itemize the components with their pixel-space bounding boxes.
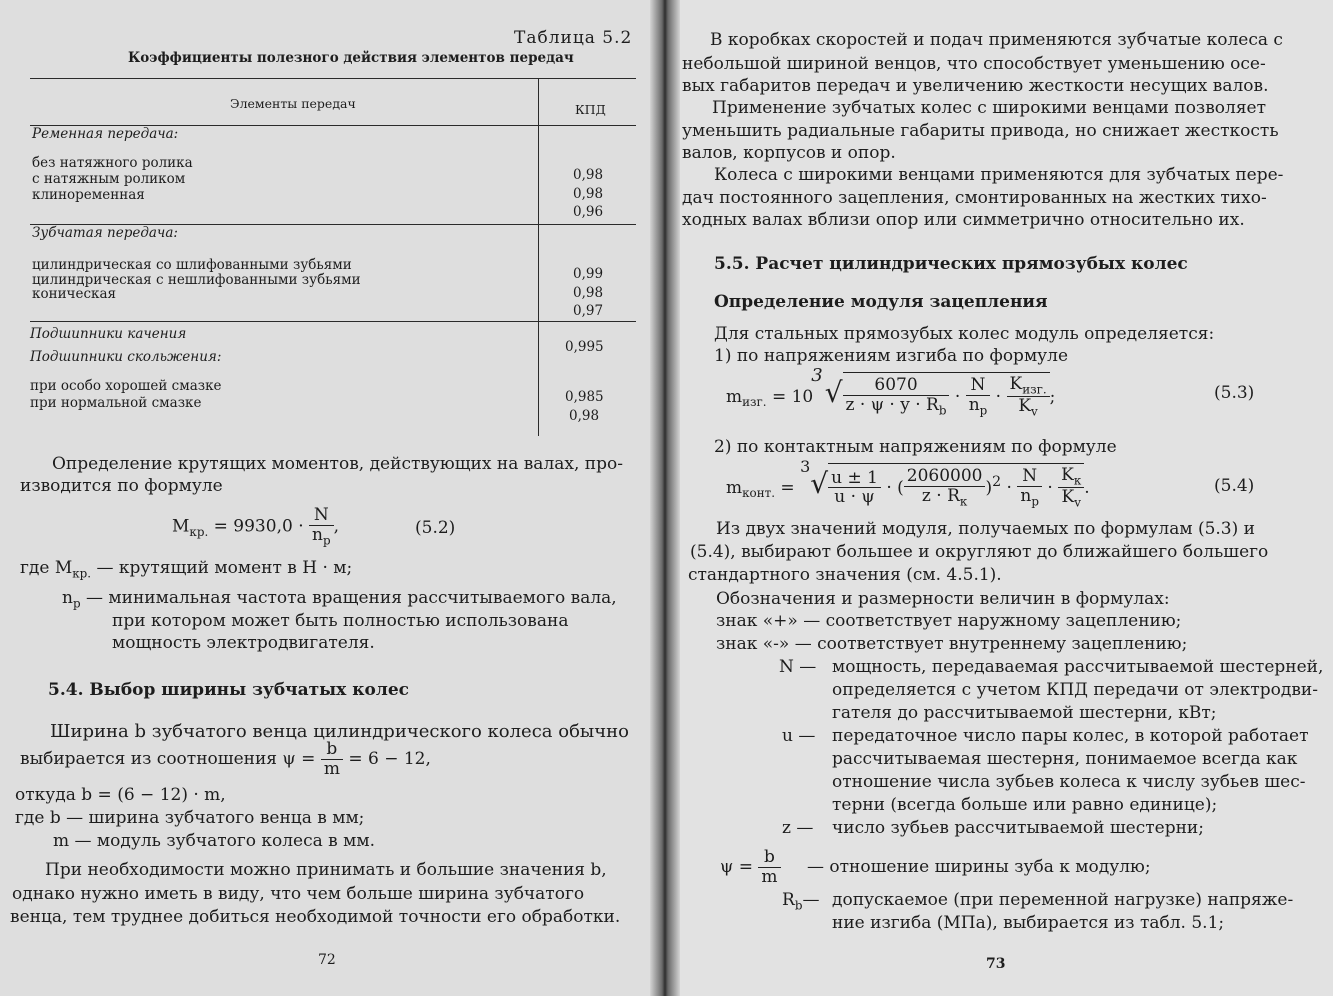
table-value: 0,985: [565, 389, 604, 405]
table-row: коническая: [32, 286, 117, 302]
table-value: 0,98: [573, 186, 604, 202]
definition-symbol: z —: [782, 818, 814, 838]
section-heading-5-5: 5.5. Расчет цилиндрических прямозубых колес: [714, 254, 1188, 274]
section-heading-5-4: 5.4. Выбор ширины зубчатых колес: [48, 680, 410, 700]
paragraph: венца, тем труднее добиться необходимой точности его обработки.: [10, 907, 621, 927]
table-row: при нормальной смазке: [30, 395, 202, 411]
paragraph: небольшой шириной венцов, что способствует уменьшению осе-: [682, 54, 1266, 74]
formula-label: (5.2): [415, 518, 456, 538]
table-top-rule: [30, 78, 636, 79]
definition-symbol: $R_b—$: [782, 890, 820, 913]
paragraph: знак «+» — соответствует наружному зацеплению;: [716, 611, 1182, 631]
paragraph: Применение зубчатых колес с широкими венцами позволяет: [712, 98, 1267, 118]
definition-line: ние изгиба (МПа), выбирается из табл. 5.1;: [832, 913, 1225, 933]
paragraph: При необходимости можно принимать и большие значения b,: [45, 860, 607, 880]
paragraph: m — модуль зубчатого колеса в мм.: [53, 831, 375, 851]
page-number: 73: [986, 956, 1006, 972]
formula-5-4: $m_{конт.} = ^3√$ $\frac{u \pm 1}{u \cdot \psi}$ · ( $\frac{2060000}{z \cdot R_к}$ )$^2$ · $\frac{N}{n_р}$ · $\frac{K_к}{K_v}$ .: [726, 457, 1090, 510]
group-rolling-heading: Подшипники качения: [30, 326, 187, 342]
table-row: с натяжным роликом: [32, 171, 186, 187]
paragraph: дач постоянного зацепления, смонтированных на жестких тихо-: [682, 188, 1267, 208]
paragraph: изводится по формуле: [20, 476, 223, 496]
definition-line: где $M_{кр.}$ — крутящий момент в Н · м;: [20, 558, 353, 581]
book-gutter: [650, 0, 680, 996]
definition-line: гателя до рассчитываемой шестерни, кВт;: [832, 703, 1217, 723]
paragraph: уменьшить радиальные габариты привода, но снижает жесткость: [682, 121, 1279, 141]
definition-line: определяется с учетом КПД передачи от электродви-: [832, 680, 1318, 700]
table-row: клиноременная: [32, 187, 145, 203]
table-value: 0,96: [573, 204, 604, 220]
table-value: 0,995: [565, 339, 604, 355]
table-value: 0,98: [573, 285, 604, 301]
col-header-kpd: КПД: [575, 102, 606, 117]
table-row: при особо хорошей смазке: [30, 378, 222, 394]
paragraph: вых габаритов передач и увеличению жесткости несущих валов.: [682, 76, 1269, 96]
table-value: 0,97: [573, 303, 604, 319]
paragraph: Из двух значений модуля, получаемых по формулам (5.3) и: [716, 519, 1255, 539]
definition-line: терни (всегда больше или равно единице);: [832, 795, 1218, 815]
paragraph: (5.4), выбирают большее и округляют до ближайшего большего: [690, 542, 1269, 562]
table-col-divider: [538, 78, 539, 436]
paragraph: В коробках скоростей и подач применяются зубчатые колеса с: [710, 30, 1283, 50]
formula-5-2: $M_{кр.} = 9930,0$ · $\frac{N}{n_р}$ ,: [172, 505, 339, 548]
definition-line: число зубьев рассчитываемой шестерни;: [832, 818, 1204, 838]
paragraph: откуда b = (6 − 12) · m,: [15, 785, 226, 805]
paragraph: Обозначения и размерности величин в формулах:: [716, 589, 1170, 609]
definition-symbol: u —: [782, 726, 816, 746]
paragraph: Ширина b зубчатого венца цилиндрического колеса обычно: [50, 721, 629, 742]
col-header-elements: Элементы передач: [230, 96, 356, 111]
paragraph: однако нужно иметь в виду, что чем больше ширина зубчатого: [12, 884, 585, 904]
formula-label: (5.3): [1214, 383, 1255, 403]
paragraph: выбирается из соотношения ψ = $\frac{b}{m}$ = 6 − 12,: [20, 739, 431, 779]
paragraph: 2) по контактным напряжениям по формуле: [714, 437, 1117, 457]
table-label: Таблица 5.2: [514, 28, 633, 48]
formula-5-3: $m_{изг.} = 10^3√$ $\frac{6070}{z \cdot \psi \cdot y \cdot R_b}$ · $\frac{N}{n_р}$ · $\frac{K_{изг.}}{K_v}$ ;: [726, 365, 1056, 419]
table-row: цилиндрическая с нешлифованными зубьями: [32, 272, 361, 288]
table-title: Коэффициенты полезного действия элементов передач: [128, 50, 574, 66]
paragraph: Колеса с широкими венцами применяются для зубчатых пере-: [714, 165, 1284, 185]
definition-symbol: ψ = $\frac{b}{m}$: [720, 848, 781, 887]
paragraph: Определение крутящих моментов, действующих на валах, про-: [52, 454, 623, 474]
table-value: 0,99: [573, 266, 604, 282]
formula-label: (5.4): [1214, 476, 1255, 496]
definition-line: — отношение ширины зуба к модулю;: [807, 857, 1151, 877]
definition-line: при котором может быть полностью использована: [112, 611, 569, 631]
definition-line: $n_р$ — минимальная частота вращения рассчитываемого вала,: [62, 588, 617, 611]
table-row: без натяжного ролика: [32, 155, 193, 171]
paragraph: где b — ширина зубчатого венца в мм;: [15, 808, 365, 828]
group-sliding-heading: Подшипники скольжения:: [30, 349, 222, 365]
definition-symbol: N —: [779, 657, 817, 677]
paragraph: валов, корпусов и опор.: [682, 143, 896, 163]
definition-line: передаточное число пары колес, в которой работает: [832, 726, 1309, 746]
definition-line: допускаемое (при переменной нагрузке) напряже-: [832, 890, 1294, 910]
subsection-heading: Определение модуля зацепления: [714, 292, 1048, 312]
paragraph: 1) по напряжениям изгиба по формуле: [714, 346, 1069, 366]
definition-line: мощность, передаваемая рассчитываемой шестерней,: [832, 657, 1324, 677]
definition-line: отношение числа зубьев колеса к числу зубьев шес-: [832, 772, 1306, 792]
table-row: цилиндрическая со шлифованными зубьями: [32, 257, 352, 273]
definition-line: мощность электродвигателя.: [112, 633, 375, 653]
page-number: 72: [318, 952, 336, 968]
group-gear-heading: Зубчатая передача:: [32, 225, 178, 241]
paragraph: Для стальных прямозубых колес модуль определяется:: [714, 324, 1215, 344]
paragraph: знак «-» — соответствует внутреннему зацеплению;: [716, 634, 1188, 654]
paragraph: стандартного значения (см. 4.5.1).: [688, 565, 1002, 585]
table-value: 0,98: [573, 167, 604, 183]
left-page: [0, 0, 664, 996]
right-page: [664, 0, 1333, 996]
paragraph: ходных валах вблизи опор или симметрично относительно их.: [682, 210, 1245, 230]
table-group-rule: [30, 321, 636, 322]
table-value: 0,98: [569, 408, 600, 424]
group-belt-heading: Ременная передача:: [32, 126, 179, 142]
definition-line: рассчитываемая шестерня, понимаемое всегда как: [832, 749, 1298, 769]
